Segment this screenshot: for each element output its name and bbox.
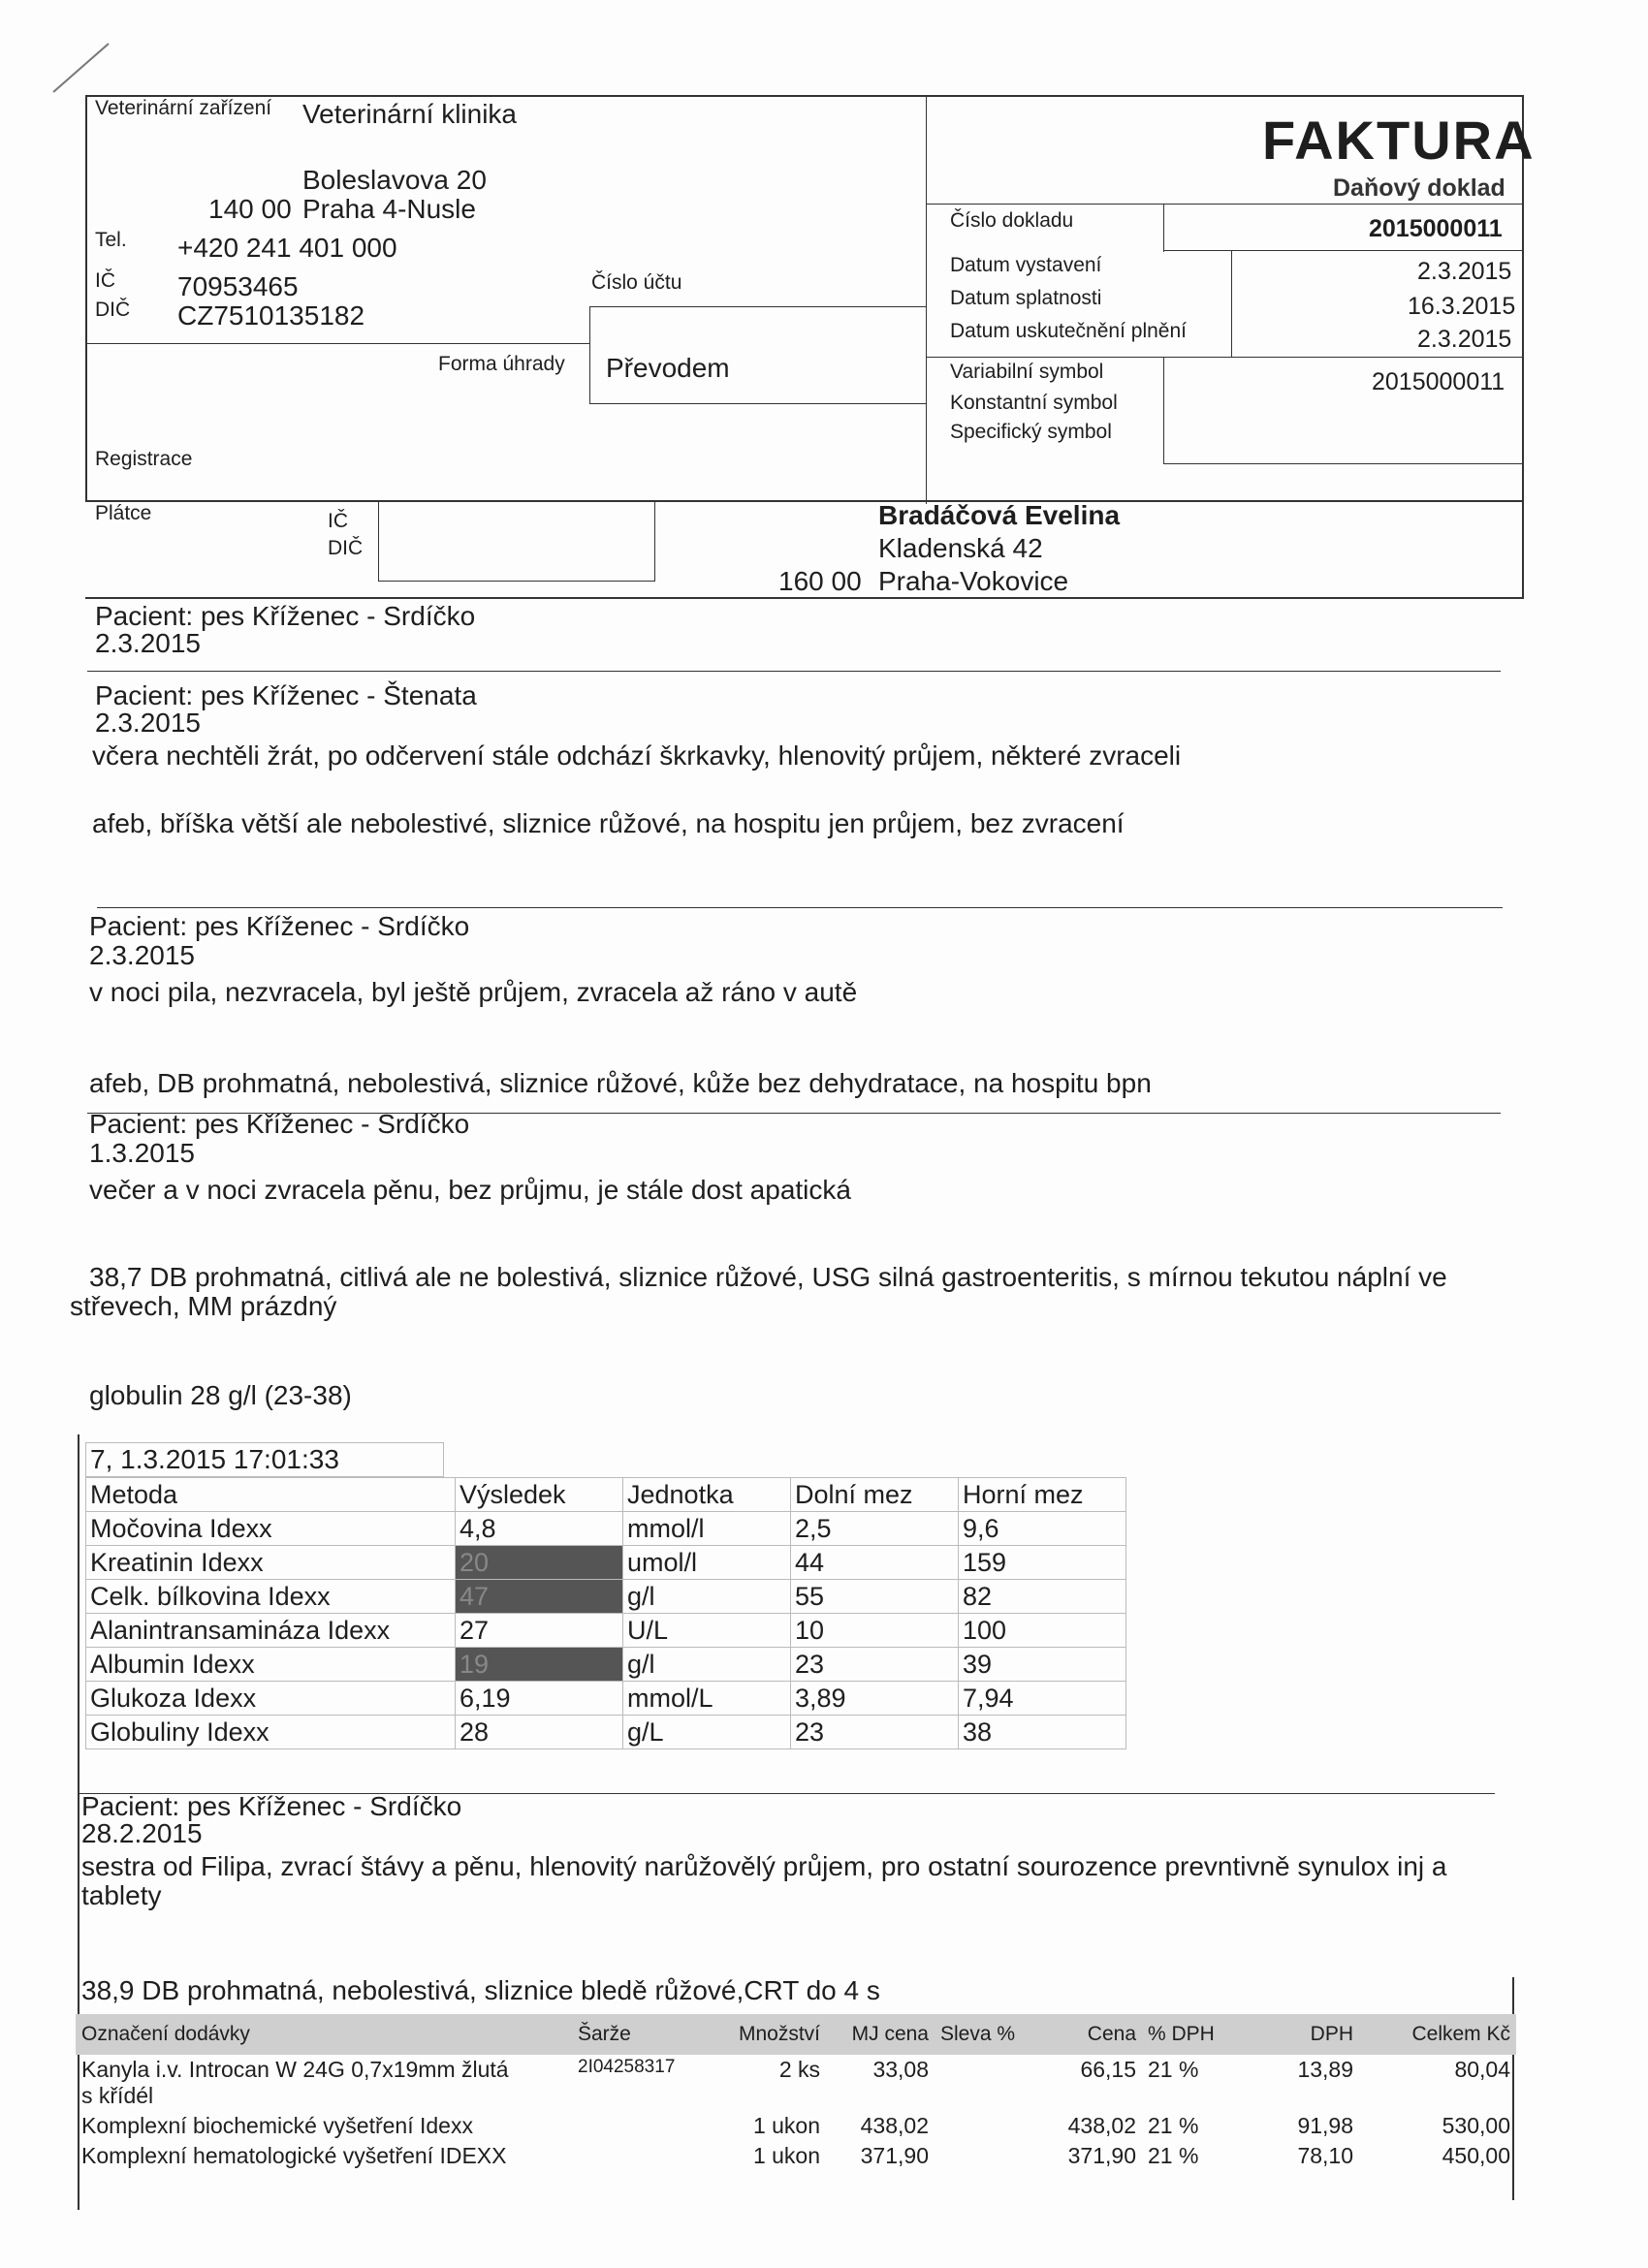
- col-header: Jednotka: [623, 1478, 791, 1512]
- lab-low: 23: [791, 1716, 959, 1749]
- vendor-label: Veterinární zařízení: [95, 97, 272, 119]
- invoice-items-table: [76, 2014, 1516, 2171]
- rule: [97, 907, 1503, 908]
- frame-left: [85, 95, 87, 500]
- item-batch: [572, 2111, 717, 2141]
- lab-row: [86, 1716, 1126, 1749]
- payment-method: Převodem: [606, 353, 730, 383]
- record-note: afeb, DB prohmatná, nebolestivá, sliznice růžové, kůže bez dehydratace, na hospitu bpn: [89, 1068, 1152, 1098]
- rule: [926, 357, 1522, 358]
- lab-result: 4,8: [456, 1512, 623, 1546]
- pen-mark: [48, 39, 116, 97]
- vendor-name: Veterinární klinika: [302, 99, 518, 129]
- vendor-street: Boleslavova 20: [302, 165, 487, 195]
- due-date: 16.3.2015: [1408, 293, 1516, 320]
- record-note: sestra od Filipa, zvrací štávy a pěnu, hlenovitý narůžovělý průjem, pro ostatní sourozence prevntivně synulox inj a: [81, 1851, 1447, 1881]
- lab-unit: g/l: [623, 1580, 791, 1614]
- lab-high: 7,94: [959, 1682, 1126, 1716]
- lab-low: 44: [791, 1546, 959, 1580]
- lab-high: 9,6: [959, 1512, 1126, 1546]
- item-row: [76, 2141, 1516, 2171]
- lab-low: 3,89: [791, 1682, 959, 1716]
- lab-result: 47: [456, 1580, 623, 1614]
- frame-top: [85, 95, 1522, 97]
- item-qty: 1 ukon: [752, 2113, 820, 2138]
- col-header: Metoda: [86, 1478, 456, 1512]
- lab-result: 28: [456, 1716, 623, 1749]
- lab-low: 55: [791, 1580, 959, 1614]
- registration-label: Registrace: [95, 448, 193, 470]
- record-note: včera nechtěli žrát, po odčervení stále odchází škrkavky, hlenovitý průjem, některé zvraceli: [92, 740, 1182, 771]
- record-patient: Pacient: pes Kříženec - Srdíčko: [89, 1109, 470, 1139]
- col-header: Horní mez: [959, 1478, 1126, 1512]
- record-date: 1.3.2015: [89, 1138, 195, 1168]
- lab-method: Alanintransamináza Idexx: [86, 1614, 456, 1648]
- ic-label: IČ: [95, 269, 115, 292]
- item-price: 438,02: [1067, 2113, 1136, 2138]
- record-date: 28.2.2015: [81, 1818, 203, 1848]
- invoice-subtitle: Daňový doklad: [1333, 174, 1505, 202]
- lab-method: Globuliny Idexx: [86, 1716, 456, 1749]
- record-date: 2.3.2015: [95, 628, 201, 658]
- item-name: Komplexní hematologické vyšetření IDEXX: [81, 2143, 507, 2168]
- lab-row: [86, 1580, 1126, 1614]
- payment-label: Forma úhrady: [438, 353, 565, 375]
- vendor-zip: 140 00: [208, 194, 292, 224]
- item-vat: 13,89: [1297, 2057, 1353, 2082]
- item-price: 371,90: [1067, 2143, 1136, 2168]
- lab-unit: umol/l: [623, 1546, 791, 1580]
- col-header: Sleva %: [935, 2014, 1033, 2055]
- lab-low: 10: [791, 1614, 959, 1648]
- tel-label: Tel.: [95, 229, 127, 251]
- rule: [589, 403, 927, 404]
- tax-date-label: Datum uskutečnění plnění: [950, 320, 1187, 342]
- ss-label: Specifický symbol: [950, 421, 1112, 443]
- item-vat-rate: 21 %: [1148, 2143, 1199, 2168]
- due-date-label: Datum splatnosti: [950, 287, 1102, 309]
- rule: [1163, 204, 1522, 205]
- record-note: tablety: [81, 1880, 162, 1910]
- lab-result: 27: [456, 1614, 623, 1648]
- lab-result: 6,19: [456, 1682, 623, 1716]
- tax-date: 2.3.2015: [1417, 326, 1512, 353]
- payer-street: Kladenská 42: [878, 533, 1043, 563]
- col-header: Výsledek: [456, 1478, 623, 1512]
- payer-label: Plátce: [95, 502, 152, 524]
- vendor-ic: 70953465: [177, 271, 299, 301]
- rule: [1231, 250, 1232, 357]
- doc-number-label: Číslo dokladu: [950, 209, 1074, 232]
- lab-unit: g/L: [623, 1716, 791, 1749]
- record-date: 2.3.2015: [95, 708, 201, 738]
- payer-zip: 160 00: [778, 566, 862, 596]
- col-header: Množství: [717, 2014, 826, 2055]
- item-total: 530,00: [1442, 2113, 1510, 2138]
- rule: [926, 97, 927, 504]
- issue-date-label: Datum vystavení: [950, 254, 1102, 276]
- record-note: večer a v noci zvracela pěnu, bez průjmu, je stále dost apatická: [89, 1175, 851, 1205]
- item-vat: 91,98: [1297, 2113, 1353, 2138]
- vendor-city: Praha 4-Nusle: [302, 194, 476, 224]
- dic-label: DIČ: [95, 299, 131, 321]
- lab-high: 38: [959, 1716, 1126, 1749]
- issue-date: 2.3.2015: [1417, 258, 1512, 285]
- lab-method: Kreatinin Idexx: [86, 1546, 456, 1580]
- lab-row: [86, 1614, 1126, 1648]
- rule: [589, 306, 927, 307]
- item-unit-price: 371,90: [860, 2143, 929, 2168]
- record-patient: Pacient: pes Kříženec - Štenata: [95, 680, 477, 710]
- lab-unit: g/l: [623, 1648, 791, 1682]
- item-vat-rate: 21 %: [1148, 2057, 1199, 2082]
- item-name-2: s křídél: [81, 2083, 154, 2108]
- lab-high: 159: [959, 1546, 1126, 1580]
- rule: [1163, 463, 1522, 464]
- record-note: v noci pila, nezvracela, byl ještě průjem, zvracela až ráno v autě: [89, 977, 858, 1007]
- lab-method: Celk. bílkovina Idexx: [86, 1580, 456, 1614]
- payer-id-box: [378, 500, 655, 582]
- record-note: afeb, bříška větší ale nebolestivé, sliznice růžové, na hospitu jen průjem, bez zvracení: [92, 808, 1125, 838]
- rule: [87, 671, 1501, 672]
- record-patient: Pacient: pes Kříženec - Srdíčko: [89, 911, 470, 941]
- col-header: Označení dodávky: [76, 2014, 572, 2055]
- record-patient: Pacient: pes Kříženec - Srdíčko: [95, 601, 476, 631]
- record-note: globulin 28 g/l (23-38): [89, 1380, 352, 1410]
- payer-city: Praha-Vokovice: [878, 566, 1069, 596]
- item-total: 80,04: [1454, 2057, 1510, 2082]
- rule: [1163, 204, 1164, 252]
- rule: [85, 343, 589, 344]
- invoice-title: FAKTURA: [1262, 110, 1536, 171]
- rule: [589, 306, 590, 403]
- lab-header-row: [86, 1478, 1126, 1512]
- item-discount: [935, 2141, 1033, 2171]
- lab-results-table: [85, 1442, 1126, 1749]
- lab-result: 20: [456, 1546, 623, 1580]
- lab-unit: mmol/L: [623, 1682, 791, 1716]
- item-price: 66,15: [1080, 2057, 1136, 2082]
- account-label: Číslo účtu: [591, 271, 682, 294]
- lab-method: Albumin Idexx: [86, 1648, 456, 1682]
- lab-row: [86, 1648, 1126, 1682]
- lab-row: [86, 1512, 1126, 1546]
- payer-dic-label: DIČ: [328, 537, 364, 559]
- lab-result: 19: [456, 1648, 623, 1682]
- doc-number: 2015000011: [1369, 215, 1503, 242]
- item-unit-price: 438,02: [860, 2113, 929, 2138]
- rule: [1163, 357, 1164, 463]
- rule: [85, 500, 1524, 502]
- lab-high: 82: [959, 1580, 1126, 1614]
- item-row: [76, 2055, 1516, 2111]
- record-note: střevech, MM prázdný: [70, 1291, 337, 1321]
- vs: 2015000011: [1372, 368, 1505, 395]
- rule: [1163, 250, 1522, 251]
- item-total: 450,00: [1442, 2143, 1510, 2168]
- item-discount: [935, 2055, 1033, 2111]
- item-row: [76, 2111, 1516, 2141]
- lab-unit: U/L: [623, 1614, 791, 1648]
- item-name: Kanyla i.v. Introcan W 24G 0,7x19mm žlutá: [81, 2057, 509, 2082]
- lab-method: Močovina Idexx: [86, 1512, 456, 1546]
- col-header: Dolní mez: [791, 1478, 959, 1512]
- col-header: % DPH: [1142, 2014, 1231, 2055]
- lab-header: 7, 1.3.2015 17:01:33: [85, 1442, 444, 1477]
- lab-high: 39: [959, 1648, 1126, 1682]
- record-note: 38,7 DB prohmatná, citlivá ale ne bolestivá, sliznice růžové, USG silná gastroenteritis, s mírnou tekutou náplní ve: [89, 1262, 1447, 1292]
- payer-name: Bradáčová Evelina: [878, 500, 1121, 530]
- record-note: 38,9 DB prohmatná, nebolestivá, sliznice bledě růžové,CRT do 4 s: [81, 1975, 880, 2005]
- col-header: DPH: [1231, 2014, 1359, 2055]
- items-header-row: [76, 2014, 1516, 2055]
- rule: [85, 597, 1524, 599]
- item-vat: 78,10: [1297, 2143, 1353, 2168]
- lab-high: 100: [959, 1614, 1126, 1648]
- payer-ic-label: IČ: [328, 510, 348, 532]
- vendor-dic: CZ7510135182: [177, 300, 365, 331]
- item-qty: 1 ukon: [752, 2143, 820, 2168]
- lab-low: 2,5: [791, 1512, 959, 1546]
- ks-label: Konstantní symbol: [950, 392, 1118, 414]
- item-batch: [572, 2141, 717, 2171]
- item-unit-price: 33,08: [872, 2057, 929, 2082]
- lab-row: [86, 1682, 1126, 1716]
- item-discount: [935, 2111, 1033, 2141]
- item-batch: 2I04258317: [578, 2057, 676, 2077]
- record-patient: Pacient: pes Kříženec - Srdíčko: [81, 1791, 462, 1821]
- item-vat-rate: 21 %: [1148, 2113, 1199, 2138]
- vendor-tel: +420 241 401 000: [177, 233, 397, 263]
- lab-unit: mmol/l: [623, 1512, 791, 1546]
- lab-method: Glukoza Idexx: [86, 1682, 456, 1716]
- rule: [926, 204, 1163, 205]
- vs-label: Variabilní symbol: [950, 361, 1104, 383]
- col-header: Cena: [1033, 2014, 1142, 2055]
- item-qty: 2 ks: [778, 2057, 820, 2082]
- lab-table: [85, 1477, 1126, 1749]
- col-header: Šarže: [572, 2014, 717, 2055]
- lab-row: [86, 1546, 1126, 1580]
- item-name: Komplexní biochemické vyšetření Idexx: [81, 2113, 473, 2138]
- lab-low: 23: [791, 1648, 959, 1682]
- record-date: 2.3.2015: [89, 940, 195, 970]
- col-header: Celkem Kč: [1359, 2014, 1516, 2055]
- col-header: MJ cena: [826, 2014, 935, 2055]
